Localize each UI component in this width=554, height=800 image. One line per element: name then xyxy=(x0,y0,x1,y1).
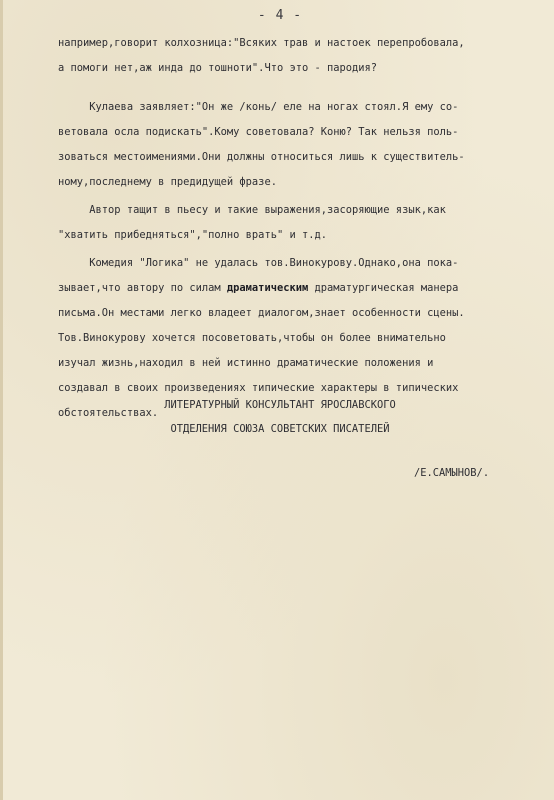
text-line-start: зывает,что автору по силам xyxy=(58,282,227,294)
text-line: ному,последнему в предидущей фразе. xyxy=(58,176,277,188)
author-signature: /Е.САМЫНОВ/. xyxy=(414,467,490,479)
text-line-end: драматургическая манера xyxy=(308,282,459,294)
struck-over-word: драматическим xyxy=(226,282,309,294)
text-line: создавал в своих произведениях типические характеры в типических xyxy=(58,382,459,394)
signature-title-line-1: ЛИТЕРАТУРНЫЙ КОНСУЛЬТАНТ ЯРОСЛАВСКОГО xyxy=(164,399,396,411)
text-line: Кулаева заявляет:"Он же /конь/ еле на ногах стоял.Я ему со- xyxy=(58,101,459,113)
text-line: Автор тащит в пьесу и такие выражения,засоряющие язык,как xyxy=(58,204,446,216)
text-line: Тов.Винокурову хочется посоветовать,чтобы он более внимательно xyxy=(58,332,446,344)
text-line xyxy=(58,281,458,295)
signature-title-line-2: ОТДЕЛЕНИЯ СОЮЗА СОВЕТСКИХ ПИСАТЕЛЕЙ xyxy=(170,423,390,435)
text-line: обстоятельствах. xyxy=(58,407,159,419)
page-number: - 4 - xyxy=(257,8,303,23)
text-line: а помоги нет,аж инда до тошноти".Что это - пародия? xyxy=(58,62,378,74)
text-line: письма.Он местами легко владеет диалогом,знает особенности сцены. xyxy=(58,307,465,319)
text-line: зоваться местоимениями.Они должны относиться лишь к существитель- xyxy=(58,151,465,163)
text-line: Комедия "Логика" не удалась тов.Винокурову.Однако,она пока- xyxy=(58,257,459,269)
text-line: ветовала осла подискать".Кому советовала? Коню? Так нельзя поль- xyxy=(58,126,459,138)
text-line: изучал жизнь,находил в ней истинно драматические положения и xyxy=(58,357,434,369)
text-line: например,говорит колхозница:"Всяких трав и настоек перепробовала, xyxy=(58,37,465,49)
text-line: "хватить прибедняться","полно врать" и т.д. xyxy=(58,229,327,241)
